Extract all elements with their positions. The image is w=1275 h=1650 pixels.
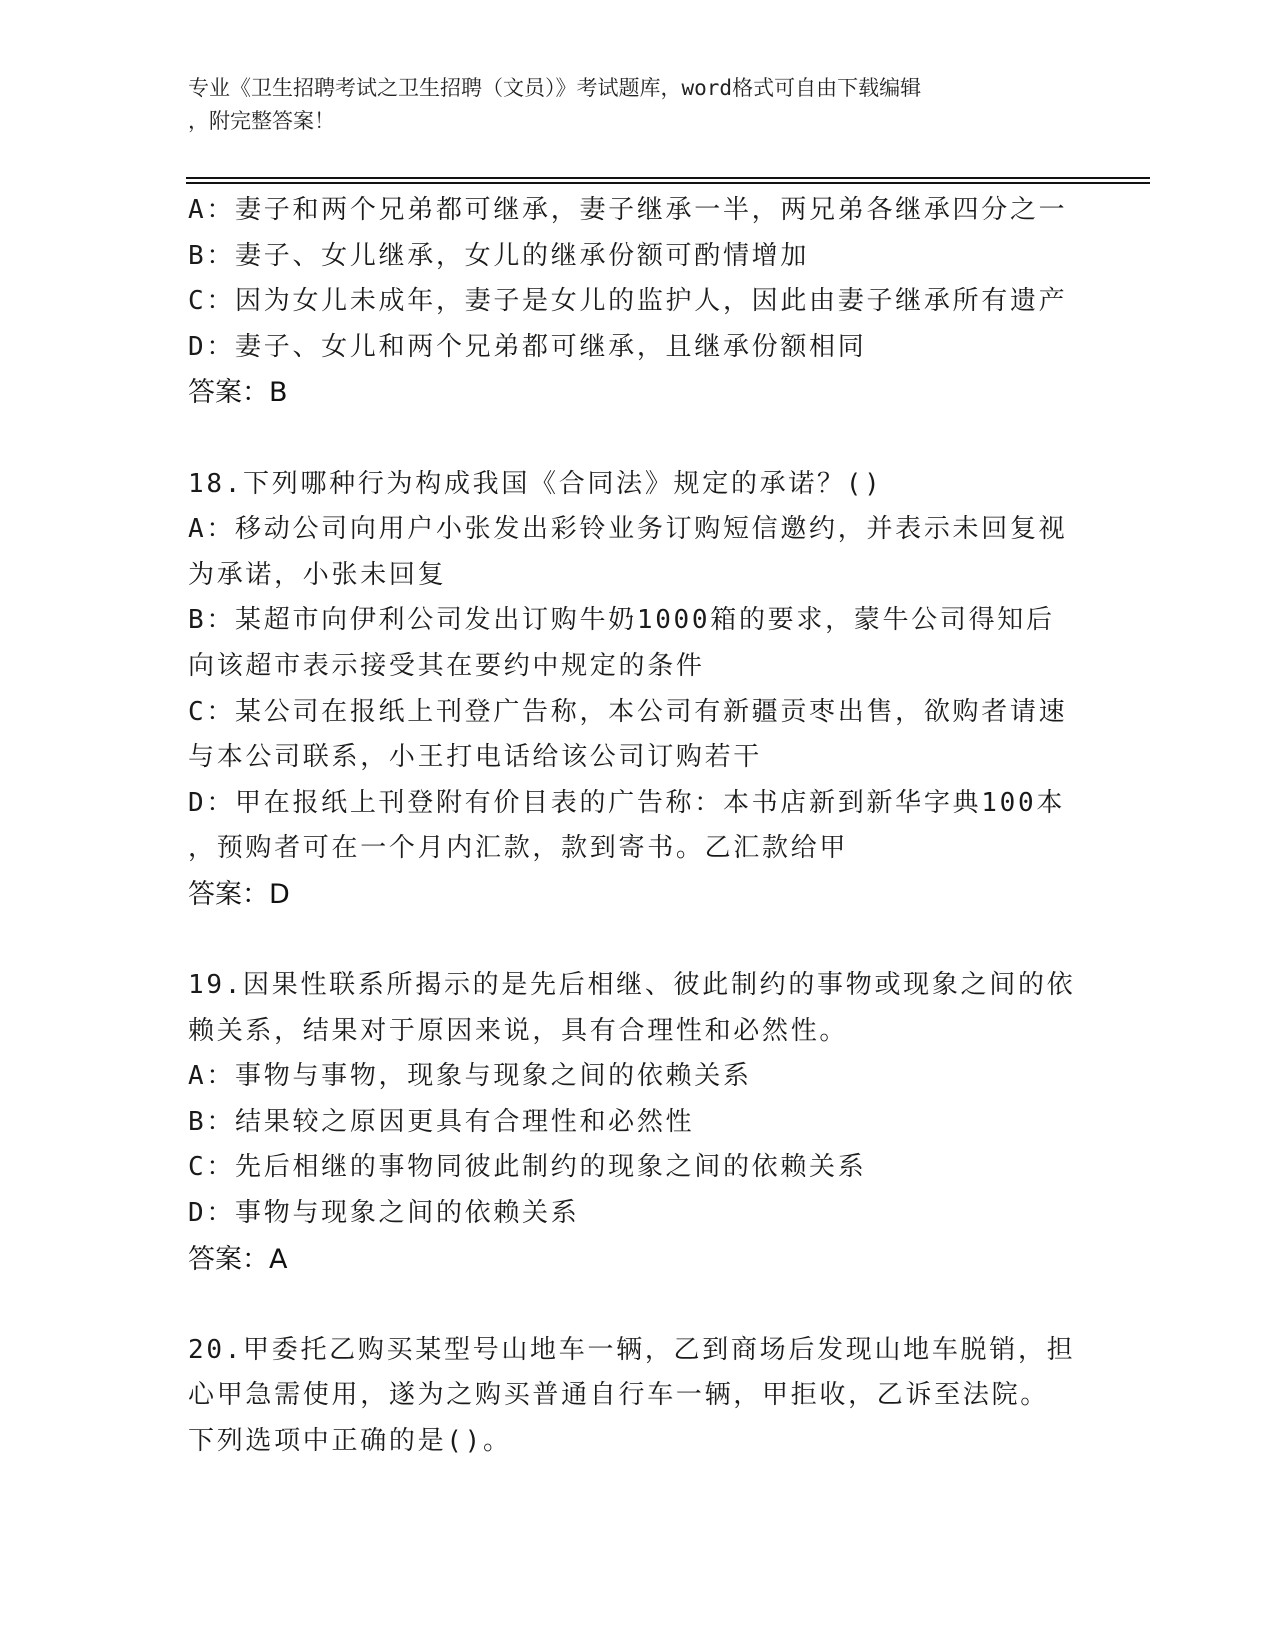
spacer bbox=[188, 416, 1088, 462]
question-stem: 20.甲委托乙购买某型号山地车一辆，乙到商场后发现山地车脱销，担 bbox=[188, 1334, 1076, 1365]
option-b: B：结果较之原因更具有合理性和必然性 bbox=[188, 1106, 695, 1137]
option-b: B：某超市向伊利公司发出订购牛奶1000箱的要求，蒙牛公司得知后 bbox=[188, 605, 1055, 636]
answer: 答案：D bbox=[188, 878, 290, 910]
header-divider-top bbox=[186, 177, 1150, 179]
question-stem-cont: 心甲急需使用，遂为之购买普通自行车一辆，甲拒收，乙诉至法院。 bbox=[188, 1380, 1050, 1411]
document-header bbox=[188, 72, 1088, 138]
option-d: D：妻子、女儿和两个兄弟都可继承，且继承份额相同 bbox=[188, 331, 867, 362]
option-b: B：妻子、女儿继承，女儿的继承份额可酌情增加 bbox=[188, 240, 810, 271]
question-17 bbox=[188, 188, 1088, 416]
header-line-2: ，附完整答案！ bbox=[188, 109, 335, 133]
question-19 bbox=[188, 963, 1088, 1282]
option-c: C：因为女儿未成年，妻子是女儿的监护人，因此由妻子继承所有遗产 bbox=[188, 286, 1068, 317]
question-stem-cont: 下列选项中正确的是()。 bbox=[188, 1426, 512, 1457]
answer: 答案：B bbox=[188, 377, 288, 409]
option-a: A：妻子和两个兄弟都可继承，妻子继承一半，两兄弟各继承四分之一 bbox=[188, 195, 1068, 225]
option-c: C：某公司在报纸上刊登广告称，本公司有新疆贡枣出售，欲购者请速 bbox=[188, 696, 1068, 727]
spacer bbox=[188, 918, 1088, 964]
question-list bbox=[188, 188, 1088, 1465]
header-divider-bottom bbox=[186, 182, 1150, 184]
option-a: A：事物与事物，现象与现象之间的依赖关系 bbox=[188, 1061, 752, 1092]
option-d-cont: ，预购者可在一个月内汇款，款到寄书。乙汇款给甲 bbox=[188, 833, 849, 864]
option-c-cont: 与本公司联系，小王打电话给该公司订购若干 bbox=[188, 742, 763, 773]
question-stem-cont: 赖关系，结果对于原因来说，具有合理性和必然性。 bbox=[188, 1015, 849, 1046]
option-d: D：甲在报纸上刊登附有价目表的广告称：本书店新到新华字典100本 bbox=[188, 787, 1066, 818]
question-stem: 18.下列哪种行为构成我国《合同法》规定的承诺？() bbox=[188, 468, 883, 499]
option-a-cont: 为承诺，小张未回复 bbox=[188, 559, 447, 590]
option-b-cont: 向该超市表示接受其在要约中规定的条件 bbox=[188, 650, 705, 681]
option-c: C：先后相继的事物同彼此制约的现象之间的依赖关系 bbox=[188, 1152, 867, 1183]
question-stem: 19.因果性联系所揭示的是先后相继、彼此制约的事物或现象之间的依 bbox=[188, 970, 1076, 1001]
spacer bbox=[188, 1282, 1088, 1328]
header-line-1: 专业《卫生招聘考试之卫生招聘（文员）》考试题库，word格式可自由下载编辑 bbox=[188, 76, 922, 100]
question-20 bbox=[188, 1328, 1088, 1465]
answer: 答案：A bbox=[188, 1243, 288, 1275]
option-a: A：移动公司向用户小张发出彩铃业务订购短信邀约，并表示未回复视 bbox=[188, 514, 1068, 545]
option-d: D：事物与现象之间的依赖关系 bbox=[188, 1198, 580, 1229]
question-18 bbox=[188, 462, 1088, 918]
